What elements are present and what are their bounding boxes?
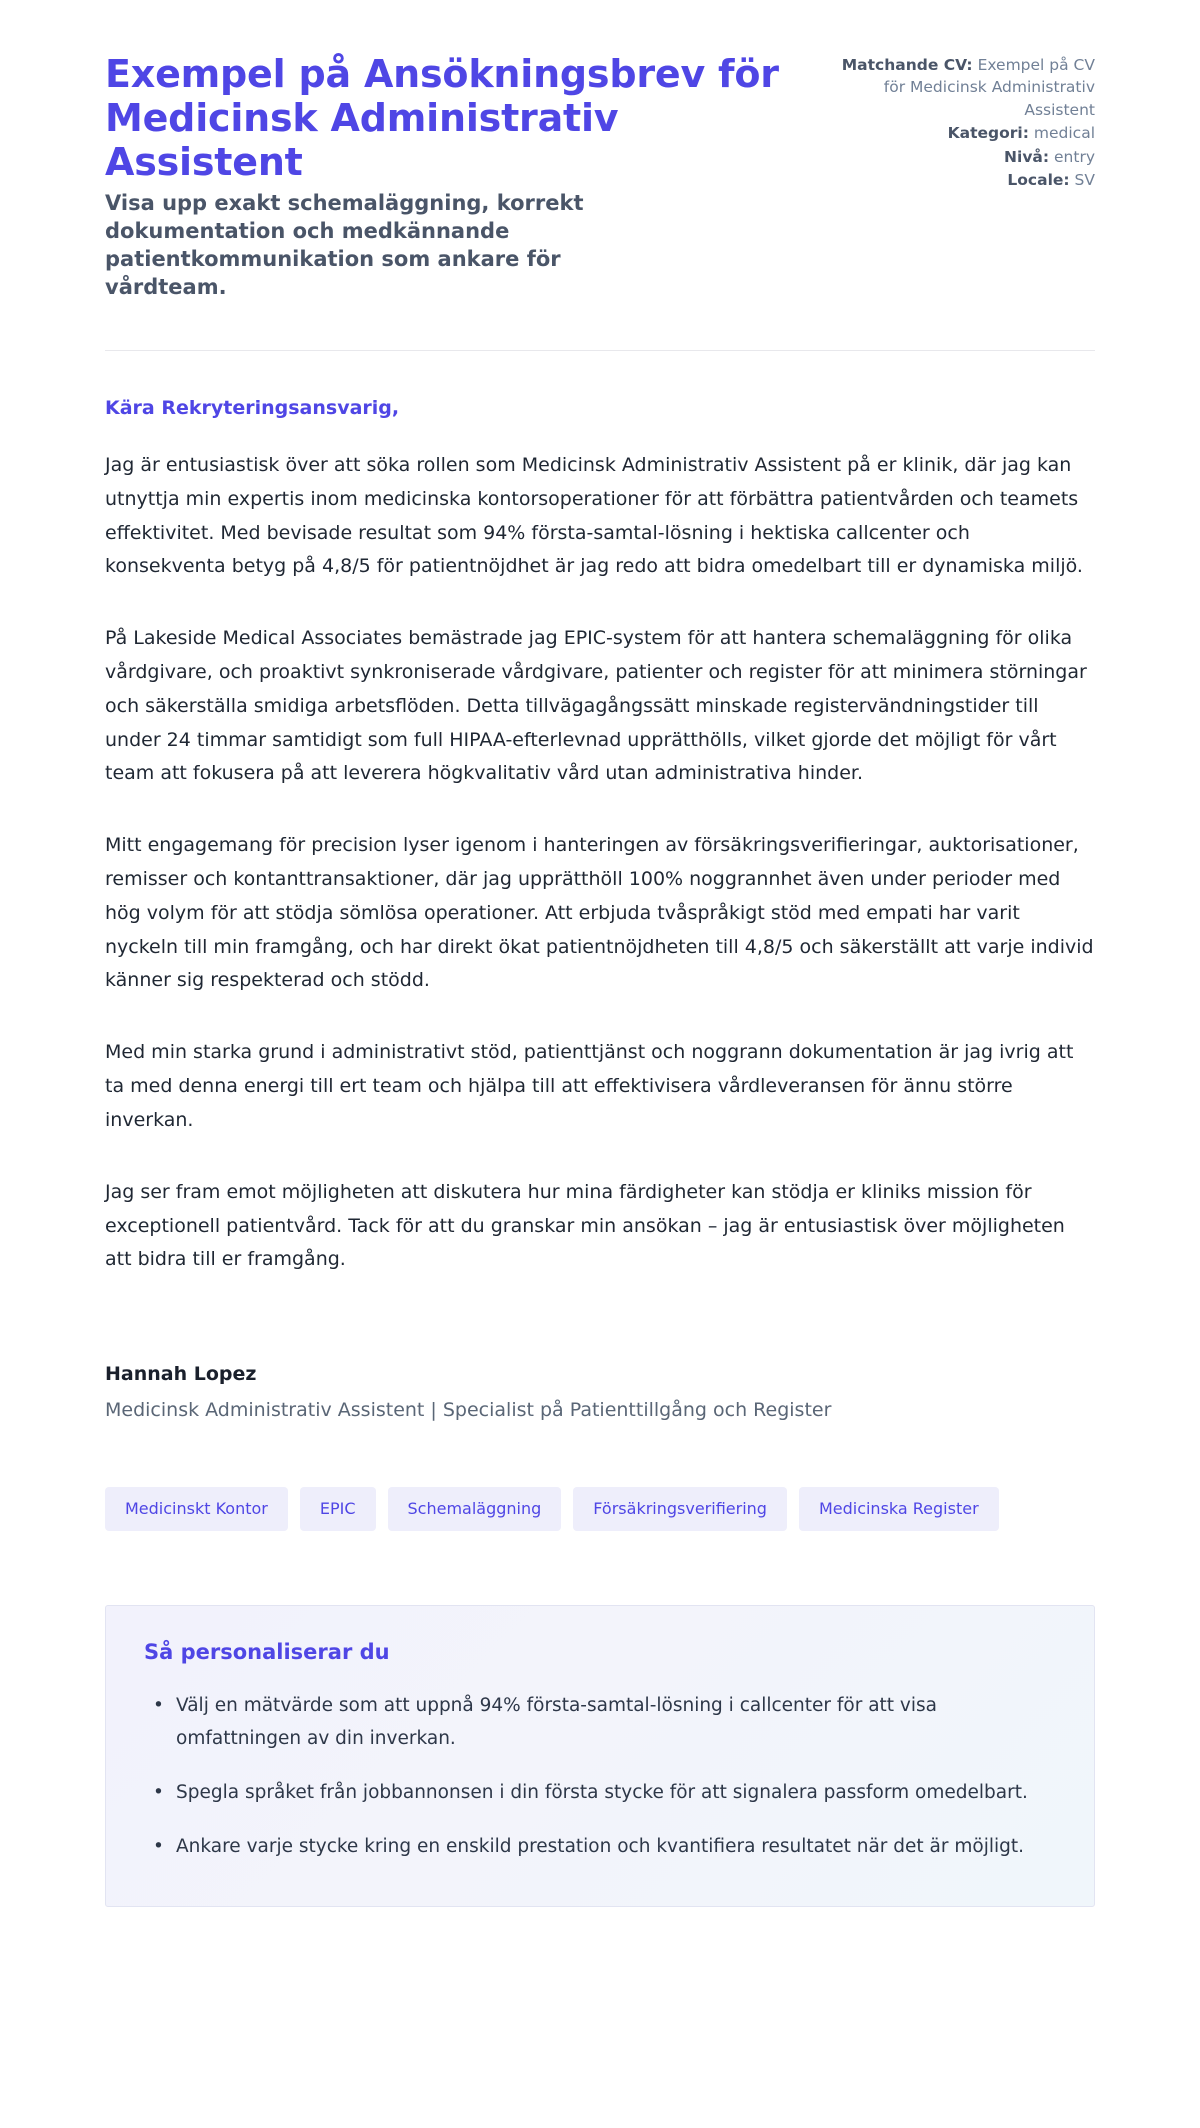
meta-row-matching-cv: [825, 54, 1095, 121]
letter-salutation: Kära Rekryteringsansvarig,: [105, 396, 400, 419]
meta-label-locale: Locale:: [1007, 171, 1070, 190]
tag-chip[interactable]: Medicinska Register: [799, 1487, 999, 1531]
meta-label-matching-cv: Matchande CV:: [841, 56, 973, 74]
letter-paragraph: Med min starka grund i administrativt stöd, patienttjänst och noggrann dokumentation är jag ivrig att ta med denna energi till ert team och hjälpa till att effektivisera vårdleveransen för ännu större inverkan.: [105, 1041, 1074, 1131]
personalization-tips-list: [144, 1690, 1056, 1864]
meta-row-locale: [825, 169, 1095, 191]
list-item: • Spegla språket från jobbannonsen i din första stycke för att signalera passform omedelbart.: [170, 1777, 1056, 1809]
tag-chip[interactable]: Schemaläggning: [388, 1487, 562, 1531]
personalization-panel-title: Så personaliserar du: [144, 1640, 390, 1665]
meta-row-level: [825, 146, 1095, 168]
tag-chip[interactable]: EPIC: [300, 1487, 376, 1531]
letter-paragraph: Jag är entusiastisk över att söka rollen som Medicinsk Administrativ Assistent på er klinik, där jag kan utnyttja min expertis inom medicinska kontorsoperationer för att förbättra patientvården och teamets effektivitet. Med bevisade resultat som 94% första-samtal-lösning i hektiska callcenter och konsekventa betyg på 4,8/5 för patientnöjdhet är jag redo att bidra omedelbart till er dynamiska miljö.: [105, 453, 1083, 578]
meta-value-level: entry: [1054, 147, 1095, 166]
meta-value-matching-cv: Exempel på CV för Medicinsk Administrativ Assistent: [883, 56, 1095, 119]
tag-chip[interactable]: Medicinskt Kontor: [105, 1487, 288, 1531]
meta-label-level: Nivå:: [1004, 147, 1050, 166]
letter-body: [105, 351, 1095, 1277]
signature-role: Medicinsk Administrativ Assistent | Specialist på Patienttillgång och Register: [105, 1399, 832, 1422]
letter-paragraph: På Lakeside Medical Associates bemästrade jag EPIC-system för att hantera schemaläggning för olika vårdgivare, och proaktivt synkroniserade vårdgivare, patienter och register för att minimera störningar och säkerställa smidiga arbetsflöden. Detta tillvägagångssätt minskade registervändningstider till under 24 timmar samtidigt som full HIPAA-efterlevnad upprätthölls, vilket gjorde det möjligt för vårt team att fokusera på att leverera högkvalitativ vård utan administrativa hinder.: [105, 627, 1087, 785]
tag-chip[interactable]: Försäkringsverifiering: [573, 1487, 787, 1531]
meta-row-category: [825, 122, 1095, 144]
page-title: Exempel på Ansökningsbrev för Medicinsk Administrativ Assistent: [105, 52, 779, 185]
document-metadata: [825, 46, 1095, 193]
letter-paragraph: Jag ser fram emot möjligheten att diskutera hur mina färdigheter kan stödja er kliniks mission för exceptionell patientvård. Tack för att du granskar min ansökan – jag är entusiastisk över möjligheten att bidra till er framgång.: [105, 1180, 1065, 1271]
meta-value-category: medical: [1033, 124, 1095, 143]
list-item: • Välj en mätvärde som att uppnå 94% första-samtal-lösning i callcenter för att visa omfattningen av din inverkan.: [170, 1690, 1056, 1755]
signature-name: Hannah Lopez: [105, 1363, 257, 1386]
meta-value-locale: SV: [1074, 171, 1095, 190]
meta-label-category: Kategori:: [947, 124, 1029, 143]
letter-paragraph: Mitt engagemang för precision lyser igenom i hanteringen av försäkringsverifieringar, auktorisationer, remisser och kontanttransaktioner, där jag upprätthöll 100% noggrannhet även under perioder med hög volym för att stödja sömlösa operationer. Att erbjuda tvåspråkigt stöd med empati har varit nyckeln till min framgång, och har direkt ökat patientnöjdheten till 4,8/5 och säkerställt att varje individ känner sig respekterad och stödd.: [105, 834, 1094, 992]
page-subtitle: Visa upp exakt schemaläggning, korrekt dokumentation och medkännande patientkommunikation som ankare för vårdteam.: [105, 191, 584, 299]
header-text-block: [105, 46, 785, 302]
signature-block: [105, 1363, 1095, 1421]
document-header: [105, 46, 1095, 302]
tag-list: [105, 1487, 1095, 1531]
personalization-panel: [105, 1605, 1095, 1907]
list-item: • Ankare varje stycke kring en enskild prestation och kvantifiera resultatet när det är möjligt.: [170, 1831, 1056, 1863]
